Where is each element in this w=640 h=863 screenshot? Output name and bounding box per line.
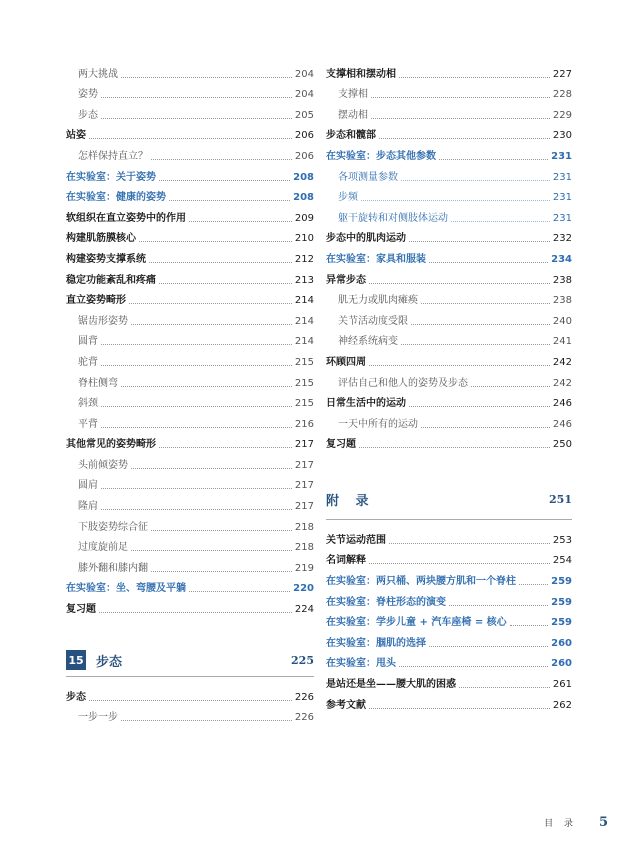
toc-entry[interactable]	[66, 266, 314, 287]
dot-leader	[421, 303, 550, 304]
toc-entry-page: 260	[551, 637, 572, 649]
toc-entry-page: 217	[294, 459, 314, 471]
page-number: 5	[598, 815, 608, 830]
toc-entry[interactable]	[66, 369, 314, 390]
toc-entry[interactable]	[66, 575, 314, 596]
toc-entry-page: 216	[294, 418, 314, 430]
toc-entry-page: 238	[552, 295, 572, 307]
toc-entry-title: 步态中的肌肉运动	[326, 233, 406, 245]
dot-leader	[151, 159, 292, 160]
toc-entry-title: 步态	[66, 691, 86, 703]
appendix-page: 251	[549, 492, 572, 506]
toc-entry[interactable]	[326, 204, 572, 225]
dot-leader	[429, 262, 548, 263]
dot-leader	[399, 77, 550, 78]
toc-entry[interactable]	[326, 60, 572, 81]
dot-leader	[519, 584, 548, 585]
toc-entry-page: 231	[552, 212, 572, 224]
toc-entry-title: 支撑相和摆动相	[326, 68, 396, 80]
toc-entry-page: 231	[552, 171, 572, 183]
toc-entry-page: 232	[552, 233, 572, 245]
dot-leader	[359, 447, 550, 448]
toc-entry-page: 213	[294, 274, 314, 286]
toc-entry-title: 复习题	[66, 604, 96, 616]
dot-leader	[369, 563, 550, 564]
toc-entry[interactable]	[66, 534, 314, 555]
toc-entry-page: 231	[551, 150, 572, 162]
toc-entry-title: 其他常见的姿势畸形	[66, 439, 156, 451]
toc-entry-title: 姿势	[78, 89, 98, 101]
toc-entry[interactable]	[326, 670, 572, 691]
toc-entry[interactable]	[66, 225, 314, 246]
toc-entry[interactable]	[66, 142, 314, 163]
dot-leader	[189, 591, 290, 592]
toc-entry[interactable]	[66, 245, 314, 266]
toc-entry-title: 在实验室：两只桶、两块腰方肌和一个脊柱	[326, 576, 516, 588]
toc-entry-page: 227	[552, 68, 572, 80]
toc-entry-page: 217	[294, 480, 314, 492]
toc-entry-title: 头前倾姿势	[78, 459, 128, 471]
chapter-title: 步态	[96, 654, 123, 670]
toc-entry-page: 215	[294, 356, 314, 368]
toc-entry-title: 各项测量参数	[338, 171, 398, 183]
toc-entry-page: 218	[294, 542, 314, 554]
toc-entry-page: 231	[552, 192, 572, 204]
toc-entry-title: 在实验室：腘肌的选择	[326, 637, 426, 649]
toc-entry-title: 脊柱侧弯	[78, 377, 118, 389]
toc-entry-title: 在实验室：步态其他参数	[326, 150, 436, 162]
dot-leader	[459, 687, 550, 688]
toc-entry-title: 关节活动度受限	[338, 315, 408, 327]
toc-entry[interactable]	[66, 390, 314, 411]
toc-entry-page: 240	[552, 315, 572, 327]
toc-entry-page: 220	[293, 583, 314, 595]
toc-entry-page: 242	[552, 356, 572, 368]
toc-entry-title: 怎样保持直立？	[78, 150, 148, 162]
toc-entry-page: 259	[551, 576, 572, 588]
dot-leader	[159, 283, 292, 284]
dot-leader	[399, 666, 548, 667]
toc-entry[interactable]	[326, 184, 572, 205]
toc-entry-page: 238	[552, 274, 572, 286]
toc-entry-title: 圆肩	[78, 480, 98, 492]
toc-entry[interactable]	[66, 287, 314, 308]
toc-entry[interactable]	[66, 307, 314, 328]
toc-entry-title: 平背	[78, 418, 98, 430]
dot-leader	[121, 720, 292, 721]
toc-entry-page: 260	[551, 658, 572, 670]
dot-leader	[369, 283, 550, 284]
toc-entry-title: 日常生活中的运动	[326, 398, 406, 410]
appendix-heading[interactable]	[326, 489, 572, 520]
dot-leader	[471, 386, 550, 387]
toc-entry-title: 关节运动范围	[326, 534, 386, 546]
toc-entry[interactable]	[66, 431, 314, 452]
toc-right-entries	[326, 60, 572, 451]
toc-entry[interactable]	[66, 101, 314, 122]
toc-entry-title: 肌无力或肌肉瘫痪	[338, 295, 418, 307]
chapter-page: 225	[291, 653, 314, 667]
toc-entry[interactable]	[66, 184, 314, 205]
toc-entry[interactable]	[66, 683, 314, 704]
toc-entry[interactable]	[326, 287, 572, 308]
toc-entry-title: 异常步态	[326, 274, 366, 286]
toc-entry[interactable]	[326, 163, 572, 184]
toc-entry-title: 步态和髋部	[326, 130, 376, 142]
toc-entry-title: 隆肩	[78, 501, 98, 513]
dot-leader	[101, 118, 292, 119]
dot-leader	[151, 571, 292, 572]
toc-entry-page: 230	[552, 130, 572, 142]
toc-entry-title: 膝外翻和膝内翻	[78, 562, 148, 574]
chapter-heading[interactable]	[66, 650, 314, 677]
toc-entry[interactable]	[326, 547, 572, 568]
toc-appendix-entries	[326, 526, 572, 711]
toc-entry-title: 软组织在直立姿势中的作用	[66, 212, 186, 224]
toc-entry-title: 在实验室：学步儿童 + 汽车座椅 = 核心	[326, 617, 507, 629]
toc-entry-title: 下肢姿势综合征	[78, 521, 148, 533]
toc-left-entries	[66, 60, 314, 616]
toc-entry-page: 224	[294, 604, 314, 616]
toc-entry[interactable]	[66, 328, 314, 349]
dot-leader	[401, 180, 550, 181]
toc-entry-page: 246	[552, 398, 572, 410]
toc-entry-page: 253	[552, 534, 572, 546]
toc-entry-page: 246	[552, 418, 572, 430]
toc-entry-title: 在实验室：关于姿势	[66, 171, 156, 183]
toc-entry-title: 两大挑战	[78, 68, 118, 80]
dot-leader	[451, 221, 550, 222]
toc-entry-page: 206	[294, 130, 314, 142]
toc-entry[interactable]	[66, 595, 314, 616]
dot-leader	[421, 427, 550, 428]
dot-leader	[101, 488, 292, 489]
toc-entry[interactable]	[66, 513, 314, 534]
toc-entry-page: 241	[552, 336, 572, 348]
dot-leader	[101, 406, 292, 407]
toc-entry[interactable]	[326, 650, 572, 671]
toc-entry[interactable]	[66, 472, 314, 493]
toc-entry[interactable]	[326, 328, 572, 349]
dot-leader	[411, 324, 550, 325]
dot-leader	[101, 97, 292, 98]
toc-entry-title: 参考文献	[326, 699, 366, 711]
dot-leader	[439, 159, 548, 160]
toc-entry[interactable]	[66, 704, 314, 725]
dot-leader	[131, 468, 292, 469]
dot-leader	[361, 200, 550, 201]
page-footer	[544, 815, 608, 830]
toc-entry[interactable]	[326, 266, 572, 287]
toc-entry[interactable]	[66, 554, 314, 575]
dot-leader	[129, 303, 292, 304]
toc-right-column	[326, 60, 572, 712]
toc-entry-page: 208	[293, 192, 314, 204]
dot-leader	[101, 344, 292, 345]
dot-leader	[409, 241, 550, 242]
toc-entry-page: 215	[294, 398, 314, 410]
toc-entry-title: 圆背	[78, 336, 98, 348]
toc-entry-title: 锯齿形姿势	[78, 315, 128, 327]
toc-entry-title: 直立姿势畸形	[66, 295, 126, 307]
toc-entry[interactable]	[326, 307, 572, 328]
toc-entry-title: 在实验室：坐、弯腰及平躺	[66, 583, 186, 595]
toc-entry-page: 212	[294, 253, 314, 265]
toc-entry[interactable]	[326, 588, 572, 609]
toc-entry-page: 204	[294, 68, 314, 80]
toc-entry-page: 218	[294, 521, 314, 533]
dot-leader	[89, 700, 292, 701]
toc-entry-title: 在实验室：健康的姿势	[66, 192, 166, 204]
dot-leader	[369, 365, 550, 366]
toc-entry[interactable]	[326, 609, 572, 630]
dot-leader	[510, 625, 548, 626]
dot-leader	[401, 344, 550, 345]
toc-entry[interactable]	[66, 163, 314, 184]
toc-entry-page: 215	[294, 377, 314, 389]
toc-entry-page: 214	[294, 336, 314, 348]
dot-leader	[169, 200, 290, 201]
toc-entry-page: 226	[294, 712, 314, 724]
toc-entry-page: 262	[552, 699, 572, 711]
toc-entry-title: 一步一步	[78, 712, 118, 724]
toc-entry-title: 复习题	[326, 439, 356, 451]
dot-leader	[409, 406, 550, 407]
toc-entry[interactable]	[66, 122, 314, 143]
toc-entry-page: 259	[551, 596, 572, 608]
dot-leader	[99, 612, 292, 613]
toc-entry[interactable]	[326, 567, 572, 588]
toc-entry[interactable]	[326, 245, 572, 266]
dot-leader	[131, 324, 292, 325]
toc-entry[interactable]	[66, 204, 314, 225]
toc-entry-page: 208	[293, 171, 314, 183]
toc-entry[interactable]	[326, 369, 572, 390]
toc-entry-title: 构建姿势支撑系统	[66, 253, 146, 265]
toc-entry-title: 站姿	[66, 130, 86, 142]
toc-entry-title: 躯干旋转和对侧肢体运动	[338, 212, 448, 224]
toc-entry-page: 205	[294, 109, 314, 121]
toc-entry-title: 驼背	[78, 356, 98, 368]
toc-entry-title: 神经系统病变	[338, 336, 398, 348]
dot-leader	[429, 646, 548, 647]
toc-entry-page: 259	[551, 617, 572, 629]
toc-entry-page: 228	[552, 89, 572, 101]
toc-entry-page: 209	[294, 212, 314, 224]
footer-label: 目 录	[544, 819, 577, 829]
toc-entry[interactable]	[326, 691, 572, 712]
toc-entry-title: 稳定功能紊乱和疼痛	[66, 274, 156, 286]
toc-entry-page: 217	[294, 439, 314, 451]
dot-leader	[389, 543, 550, 544]
dot-leader	[369, 708, 550, 709]
toc-entry-title: 评估自己和他人的姿势及步态	[338, 377, 468, 389]
toc-entry[interactable]	[66, 81, 314, 102]
chapter-number-badge: 15	[66, 650, 86, 670]
dot-leader	[159, 180, 290, 181]
toc-entry[interactable]	[326, 410, 572, 431]
toc-entry[interactable]	[66, 60, 314, 81]
dot-leader	[131, 550, 292, 551]
toc-entry-title: 斜颈	[78, 398, 98, 410]
toc-entry[interactable]	[326, 122, 572, 143]
toc-entry[interactable]	[326, 348, 572, 369]
appendix-title: 附 录	[326, 493, 375, 509]
toc-entry-page: 226	[294, 691, 314, 703]
dot-leader	[371, 118, 550, 119]
dot-leader	[449, 605, 548, 606]
toc-entry[interactable]	[326, 81, 572, 102]
toc-left-column	[66, 60, 314, 724]
toc-entry-page: 250	[552, 439, 572, 451]
dot-leader	[101, 427, 292, 428]
toc-entry-title: 是站还是坐——腰大肌的困惑	[326, 679, 456, 691]
toc-entry[interactable]	[326, 431, 572, 452]
dot-leader	[89, 138, 292, 139]
dot-leader	[121, 77, 292, 78]
toc-entry[interactable]	[326, 225, 572, 246]
toc-entry-title: 一天中所有的运动	[338, 418, 418, 430]
dot-leader	[371, 97, 550, 98]
toc-entry-title: 在实验室：甩头	[326, 658, 396, 670]
dot-leader	[379, 138, 550, 139]
toc-entry[interactable]	[326, 101, 572, 122]
toc-entry-title: 步频	[338, 192, 358, 204]
toc-entry-page: 206	[294, 150, 314, 162]
toc-entry-page: 229	[552, 109, 572, 121]
toc-entry-page: 210	[294, 233, 314, 245]
toc-entry-page: 234	[551, 253, 572, 265]
dot-leader	[151, 530, 292, 531]
toc-entry[interactable]	[66, 451, 314, 472]
dot-leader	[101, 365, 292, 366]
toc-entry-title: 在实验室：家具和服装	[326, 253, 426, 265]
dot-leader	[101, 509, 292, 510]
toc-entry[interactable]	[66, 410, 314, 431]
dot-leader	[189, 221, 292, 222]
toc-entry-page: 261	[552, 679, 572, 691]
toc-entry-page: 219	[294, 562, 314, 574]
toc-entry-page: 214	[294, 315, 314, 327]
toc-entry-title: 摆动相	[338, 109, 368, 121]
toc-entry[interactable]	[326, 629, 572, 650]
toc-entry-page: 254	[552, 555, 572, 567]
toc-entry-title: 环顾四周	[326, 356, 366, 368]
toc-entry-page: 204	[294, 89, 314, 101]
toc-entry-title: 过度旋前足	[78, 542, 128, 554]
toc-entry-title: 在实验室：脊柱形态的演变	[326, 596, 446, 608]
toc-entry-page: 217	[294, 501, 314, 513]
toc-entry[interactable]	[326, 142, 572, 163]
toc-entry[interactable]	[326, 390, 572, 411]
toc-entry[interactable]	[66, 348, 314, 369]
dot-leader	[139, 241, 292, 242]
toc-left-chapter-entries	[66, 683, 314, 724]
dot-leader	[159, 447, 292, 448]
toc-entry-title: 名词解释	[326, 555, 366, 567]
toc-entry-page: 242	[552, 377, 572, 389]
toc-entry-title: 步态	[78, 109, 98, 121]
dot-leader	[121, 386, 292, 387]
dot-leader	[149, 262, 292, 263]
toc-entry[interactable]	[66, 492, 314, 513]
toc-entry-title: 构建肌筋膜核心	[66, 233, 136, 245]
toc-entry-page: 214	[294, 295, 314, 307]
toc-entry-title: 支撑相	[338, 89, 368, 101]
toc-entry[interactable]	[326, 526, 572, 547]
